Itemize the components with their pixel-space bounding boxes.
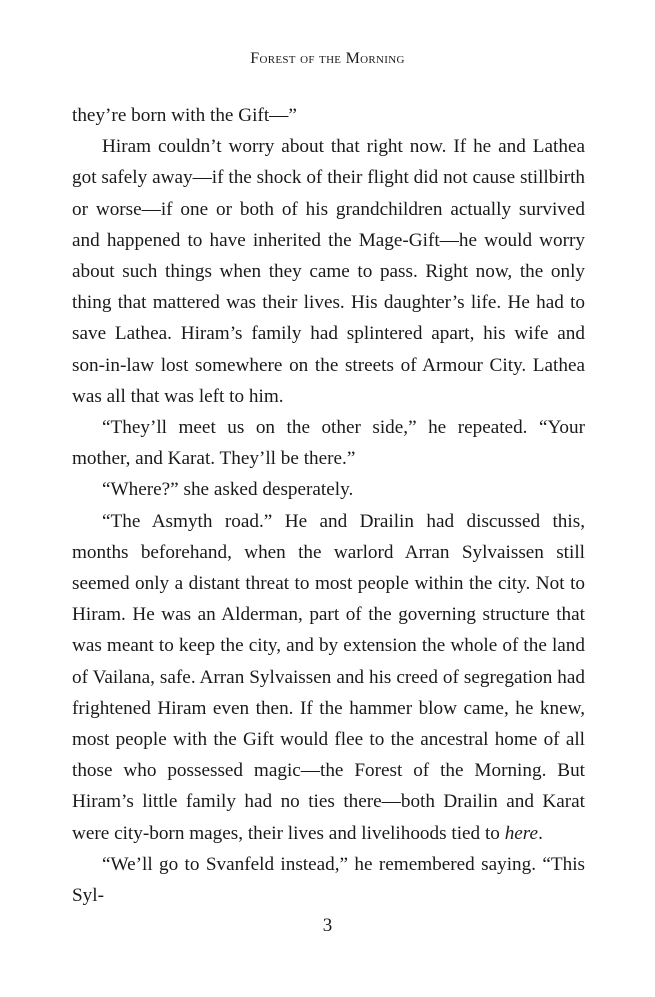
paragraph-4: “Where?” she asked desperately. — [102, 479, 354, 501]
page-number: 3 — [322, 915, 333, 936]
paragraph-3: “They’ll meet us on the other side,” he repeated. “Your mother, and Karat. They’ll be there.” — [72, 417, 585, 470]
body-text — [72, 100, 585, 911]
paragraph-5-emphasis: here — [504, 822, 539, 844]
running-head: Forest of the Morning — [250, 50, 405, 67]
paragraph-1: they’re born with the Gift—” — [72, 105, 297, 126]
paragraph-6: “We’ll go to Svanfeld instead,” he remembered saying. “This Syl- — [72, 853, 585, 907]
paragraph-5 — [72, 506, 585, 849]
paragraph-5-text: “The Asmyth road.” He and Drailin had discussed this, months beforehand, when the warlord Arran Sylvaissen still seemed only a distant threat to most people within the city. Not to Hiram. He was an Alderman, part of the governing structure that was meant to keep the city, and by extension the whole of the land of Vailana, safe. Arran Sylvaissen and his creed of segregation had frightened Hiram even then. If the hammer blow came, he knew, most people with the Gift would flee to the ancestral home of all those who possessed magic—the Forest of the Morning. But Hiram’s little family had no ties there—both Drailin and Karat were city-born mages, their lives and livelihoods tied to — [72, 510, 585, 844]
paragraph-5-end: . — [538, 822, 543, 844]
paragraph-2: Hiram couldn’t worry about that right now. If he and Lathea got safely away—if the shock of their flight did not cause stillbirth or worse—if one or both of his grandchildren actually survived and happened to have inherited the Mage-Gift—he would worry about such things when they came to pass. Right now, the only thing that mattered was their lives. His daughter’s life. He had to save Lathea. Hiram’s family had splintered apart, his wife and son-in-law lost somewhere on the streets of Armour City. Lathea was all that was left to him. — [72, 136, 585, 407]
